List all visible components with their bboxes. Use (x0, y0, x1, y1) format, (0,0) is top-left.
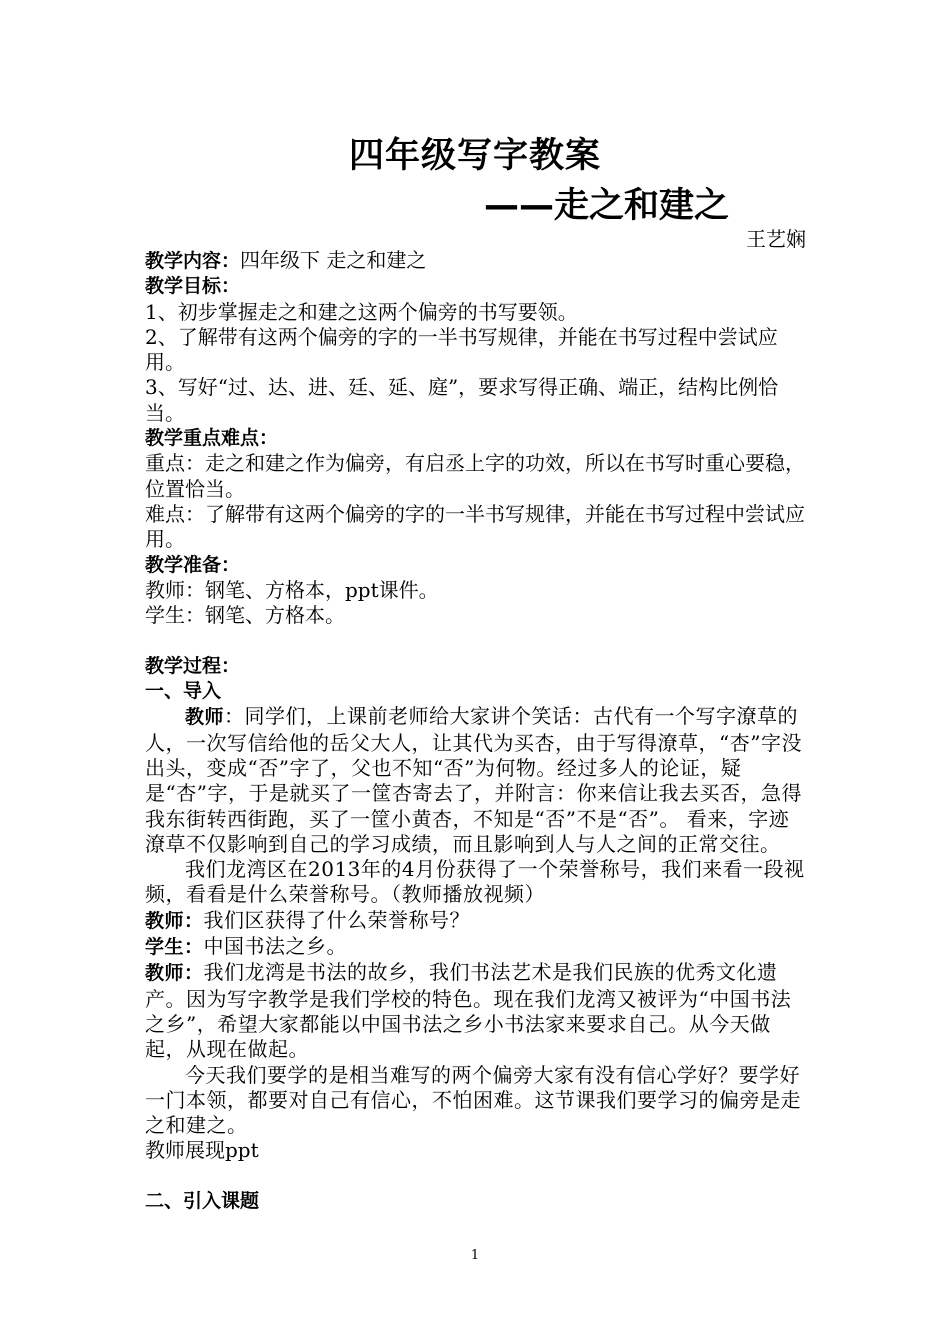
teacher-statement-text: 我们龙湾是书法的故乡，我们书法艺术是我们民族的优秀文化遗产。因为写字教学是我们学校的特色。现在我们龙湾又被评为“中国书法之乡”，希望大家都能以中国书法之乡小书法家来要求自己。从今天做起，从现在做起。 (145, 960, 792, 1062)
blank-line (145, 628, 807, 653)
student-answer-label: 学生： (145, 936, 204, 959)
content-text: 四年级下 走之和建之 (240, 248, 427, 272)
section-2-heading: 二、引入课题 (145, 1189, 260, 1212)
goal-1: 1、初步掌握走之和建之这两个偏旁的书写要领。 (145, 299, 578, 324)
blank-line (145, 1164, 807, 1189)
student-answer (145, 934, 807, 960)
teacher-statement-label: 教师： (145, 962, 204, 985)
document-subtitle: ——走之和建之 (484, 186, 730, 226)
author-name: 王艺娴 (746, 227, 806, 251)
preparation-heading: 教学准备： (145, 553, 241, 576)
teacher-question (145, 908, 807, 934)
goal-3: 3、写好“过、达、进、廷、延、庭”，要求写得正确、端正，结构比例恰当。 (145, 375, 779, 425)
page-number: 1 (470, 1248, 480, 1263)
content-line (145, 248, 807, 274)
process-heading: 教学过程： (145, 654, 241, 677)
preparation-student: 学生：钢笔、方格本。 (145, 603, 345, 628)
intro-paragraph (145, 704, 807, 857)
goals-heading: 教学目标： (145, 275, 241, 298)
content-label: 教学内容： (145, 250, 241, 272)
teacher-question-label: 教师： (145, 909, 204, 932)
student-answer-text: 中国书法之乡。 (203, 934, 348, 959)
document-title: 四年级写字教案 (348, 136, 601, 176)
intro-text: ：同学们，上课前老师给大家讲个笑话：古代有一个写字潦草的人，一次写信给他的岳父大人，让其代为买杏，由于写得潦草，“杏”字没出头，变成“否”字了，父也不知“否”为何物。经过多人的论证，疑是“杏”字，于是就买了一筐杏寄去了，并附言：你来信让我去买否，急得我东街转西街跑，买了一筐小黄杏，不知是“否”不是“否”。 看来，字迹潦草不仅影响到自己的学习成绩，而且影响到人与人之间的正常交往。 (145, 704, 802, 856)
teacher-question-text: 我们区获得了什么荣誉称号？ (203, 907, 471, 932)
honor-paragraph: 我们龙湾区在2013年的4月份获得了一个荣誉称号，我们来看一段视频，看看是什么荣誉称号。（教师播放视频） (145, 857, 805, 907)
today-paragraph: 今天我们要学的是相当难写的两个偏旁大家有没有信心学好？要学好一门本领，都要对自己有信心，不怕困难。这节课我们要学习的偏旁是走之和建之。 (145, 1062, 801, 1138)
difficult-point: 难点：了解带有这两个偏旁的字的一半书写规律，并能在书写过程中尝试应用。 (145, 501, 805, 552)
document-body (145, 248, 807, 1214)
section-1-heading: 一、导入 (145, 680, 222, 703)
goal-2: 2、了解带有这两个偏旁的字的一半书写规律，并能在书写过程中尝试应用。 (145, 324, 778, 375)
teacher-statement (145, 960, 807, 1062)
key-point: 重点：走之和建之作为偏旁，有启丞上字的功效，所以在书写时重心要稳，位置恰当。 (145, 451, 805, 501)
preparation-teacher: 教师：钢笔、方格本，ppt课件。 (145, 577, 439, 602)
ppt-line: 教师展现ppt (145, 1138, 259, 1163)
key-points-heading: 教学重点难点： (145, 427, 279, 450)
teacher-label: 教师 (185, 706, 225, 729)
